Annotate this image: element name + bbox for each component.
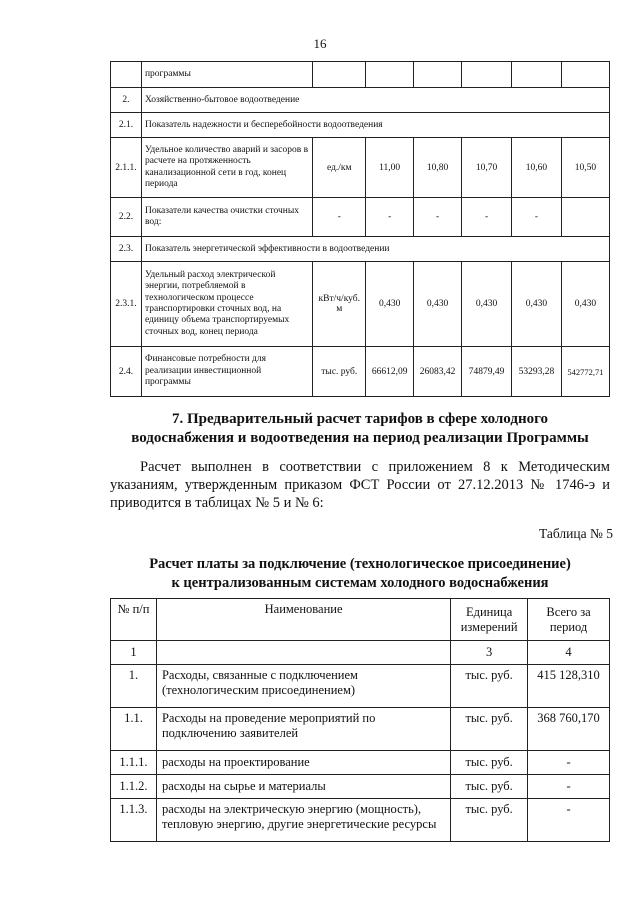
row-value: - (414, 198, 462, 237)
row-total: - (528, 799, 610, 842)
row-unit: тыс. руб. (451, 799, 528, 842)
row-number (111, 62, 142, 88)
row-value: - (462, 198, 512, 237)
row-name: расходы на проектирование (156, 751, 450, 775)
row-name: программы (141, 62, 312, 88)
row-number: 1.1.2. (111, 775, 157, 799)
table-row (111, 799, 610, 842)
row-value: 0,430 (414, 262, 462, 347)
index-cell: 3 (451, 641, 528, 665)
table-row (111, 775, 610, 799)
row-value: - (512, 198, 562, 237)
row-value (462, 62, 512, 88)
row-number: 2.1. (111, 113, 142, 138)
row-unit: - (313, 198, 366, 237)
row-unit: тыс. руб. (313, 347, 366, 397)
row-unit: ед./км (313, 138, 366, 198)
table-row (111, 138, 610, 198)
row-name: Расходы на проведение мероприятий по подключению заявителей (156, 708, 450, 751)
row-value (561, 198, 609, 237)
row-value: 10,70 (462, 138, 512, 198)
row-number: 1.1.1. (111, 751, 157, 775)
row-number: 2.2. (111, 198, 142, 237)
index-cell: 1 (111, 641, 157, 665)
table-row (111, 62, 610, 88)
header-cell: Наименование (156, 599, 450, 641)
row-value (366, 62, 414, 88)
page-number: 16 (313, 36, 327, 51)
table-row (111, 88, 610, 113)
row-value: 26083,42 (414, 347, 462, 397)
table-index-row (111, 641, 610, 665)
row-name: расходы на электрическую энергию (мощность), тепловую энергию, другие энергетические ресурсы (156, 799, 450, 842)
index-cell (156, 641, 450, 665)
row-number: 1.1.3. (111, 799, 157, 842)
row-number: 2.3.1. (111, 262, 142, 347)
row-value: 0,430 (561, 262, 609, 347)
row-total: - (528, 775, 610, 799)
row-unit (313, 62, 366, 88)
section-title-line1: 7. Предварительный расчет тарифов в сфере холодного (171, 411, 549, 427)
table-row (111, 113, 610, 138)
row-unit: тыс. руб. (451, 665, 528, 708)
table-row (111, 665, 610, 708)
table-title-line1: Расчет платы за подключение (технологическое присоединение) (149, 556, 571, 572)
row-value (561, 62, 609, 88)
table-row (111, 751, 610, 775)
row-total: - (528, 751, 610, 775)
row-value: 11,00 (366, 138, 414, 198)
row-value: 542772,71 (561, 347, 609, 397)
header-cell: Единица измерений (451, 599, 528, 641)
section-heading: Показатель энергетической эффективности в водоотведении (141, 237, 609, 262)
row-value: 10,80 (414, 138, 462, 198)
row-value (512, 62, 562, 88)
row-number: 2.4. (111, 347, 142, 397)
row-name: Показатели качества очистки сточных вод: (141, 198, 312, 237)
row-unit: тыс. руб. (451, 751, 528, 775)
table-title-line2: к централизованным системам холодного водоснабжения (171, 575, 549, 591)
section-heading: Хозяйственно-бытовое водоотведение (141, 88, 609, 113)
row-name: Удельное количество аварий и засоров в расчете на протяженность канализационной сети в год, конец периода (141, 138, 312, 198)
row-number: 2. (111, 88, 142, 113)
row-value: 53293,28 (512, 347, 562, 397)
row-value: - (366, 198, 414, 237)
row-value: 0,430 (512, 262, 562, 347)
indicators-table (110, 61, 610, 397)
table-row (111, 708, 610, 751)
row-value: 74879,49 (462, 347, 512, 397)
row-name: Удельный расход электрической энергии, потребляемой в технологическом процессе транспортировки сточных вод, на единицу объема транспортируемых сточных вод, конец периода (141, 262, 312, 347)
body-paragraph: Расчет выполнен в соответствии с приложением 8 к Методическим указаниям, утвержденным приказом ФСТ России от 27.12.2013 № 1746-э и приводится в таблицах № 5 и № 6: (110, 459, 610, 511)
section-title-line2: водоснабжения и водоотведения на период реализации Программы (131, 430, 589, 446)
table-label: Таблица № 5 (539, 526, 613, 541)
section-heading: Показатель надежности и бесперебойности водоотведения (141, 113, 609, 138)
row-total: 368 760,170 (528, 708, 610, 751)
row-name: расходы на сырье и материалы (156, 775, 450, 799)
table-row (111, 262, 610, 347)
row-value (414, 62, 462, 88)
row-value: 0,430 (366, 262, 414, 347)
header-cell: Всего за период (528, 599, 610, 641)
row-value: 10,60 (512, 138, 562, 198)
row-number: 1. (111, 665, 157, 708)
row-unit: тыс. руб. (451, 775, 528, 799)
row-name: Финансовые потребности для реализации инвестиционной программы (141, 347, 312, 397)
header-cell: № п/п (111, 599, 157, 641)
table-header-row (111, 599, 610, 641)
row-total: 415 128,310 (528, 665, 610, 708)
row-value: 0,430 (462, 262, 512, 347)
row-unit: кВт/ч/куб. м (313, 262, 366, 347)
index-cell: 4 (528, 641, 610, 665)
table-row (111, 347, 610, 397)
connection-fee-table (110, 598, 610, 842)
table-row (111, 198, 610, 237)
row-value: 10,50 (561, 138, 609, 198)
row-unit: тыс. руб. (451, 708, 528, 751)
row-value: 66612,09 (366, 347, 414, 397)
row-number: 1.1. (111, 708, 157, 751)
row-number: 2.3. (111, 237, 142, 262)
row-number: 2.1.1. (111, 138, 142, 198)
table-row (111, 237, 610, 262)
row-name: Расходы, связанные с подключением (технологическим присоединением) (156, 665, 450, 708)
